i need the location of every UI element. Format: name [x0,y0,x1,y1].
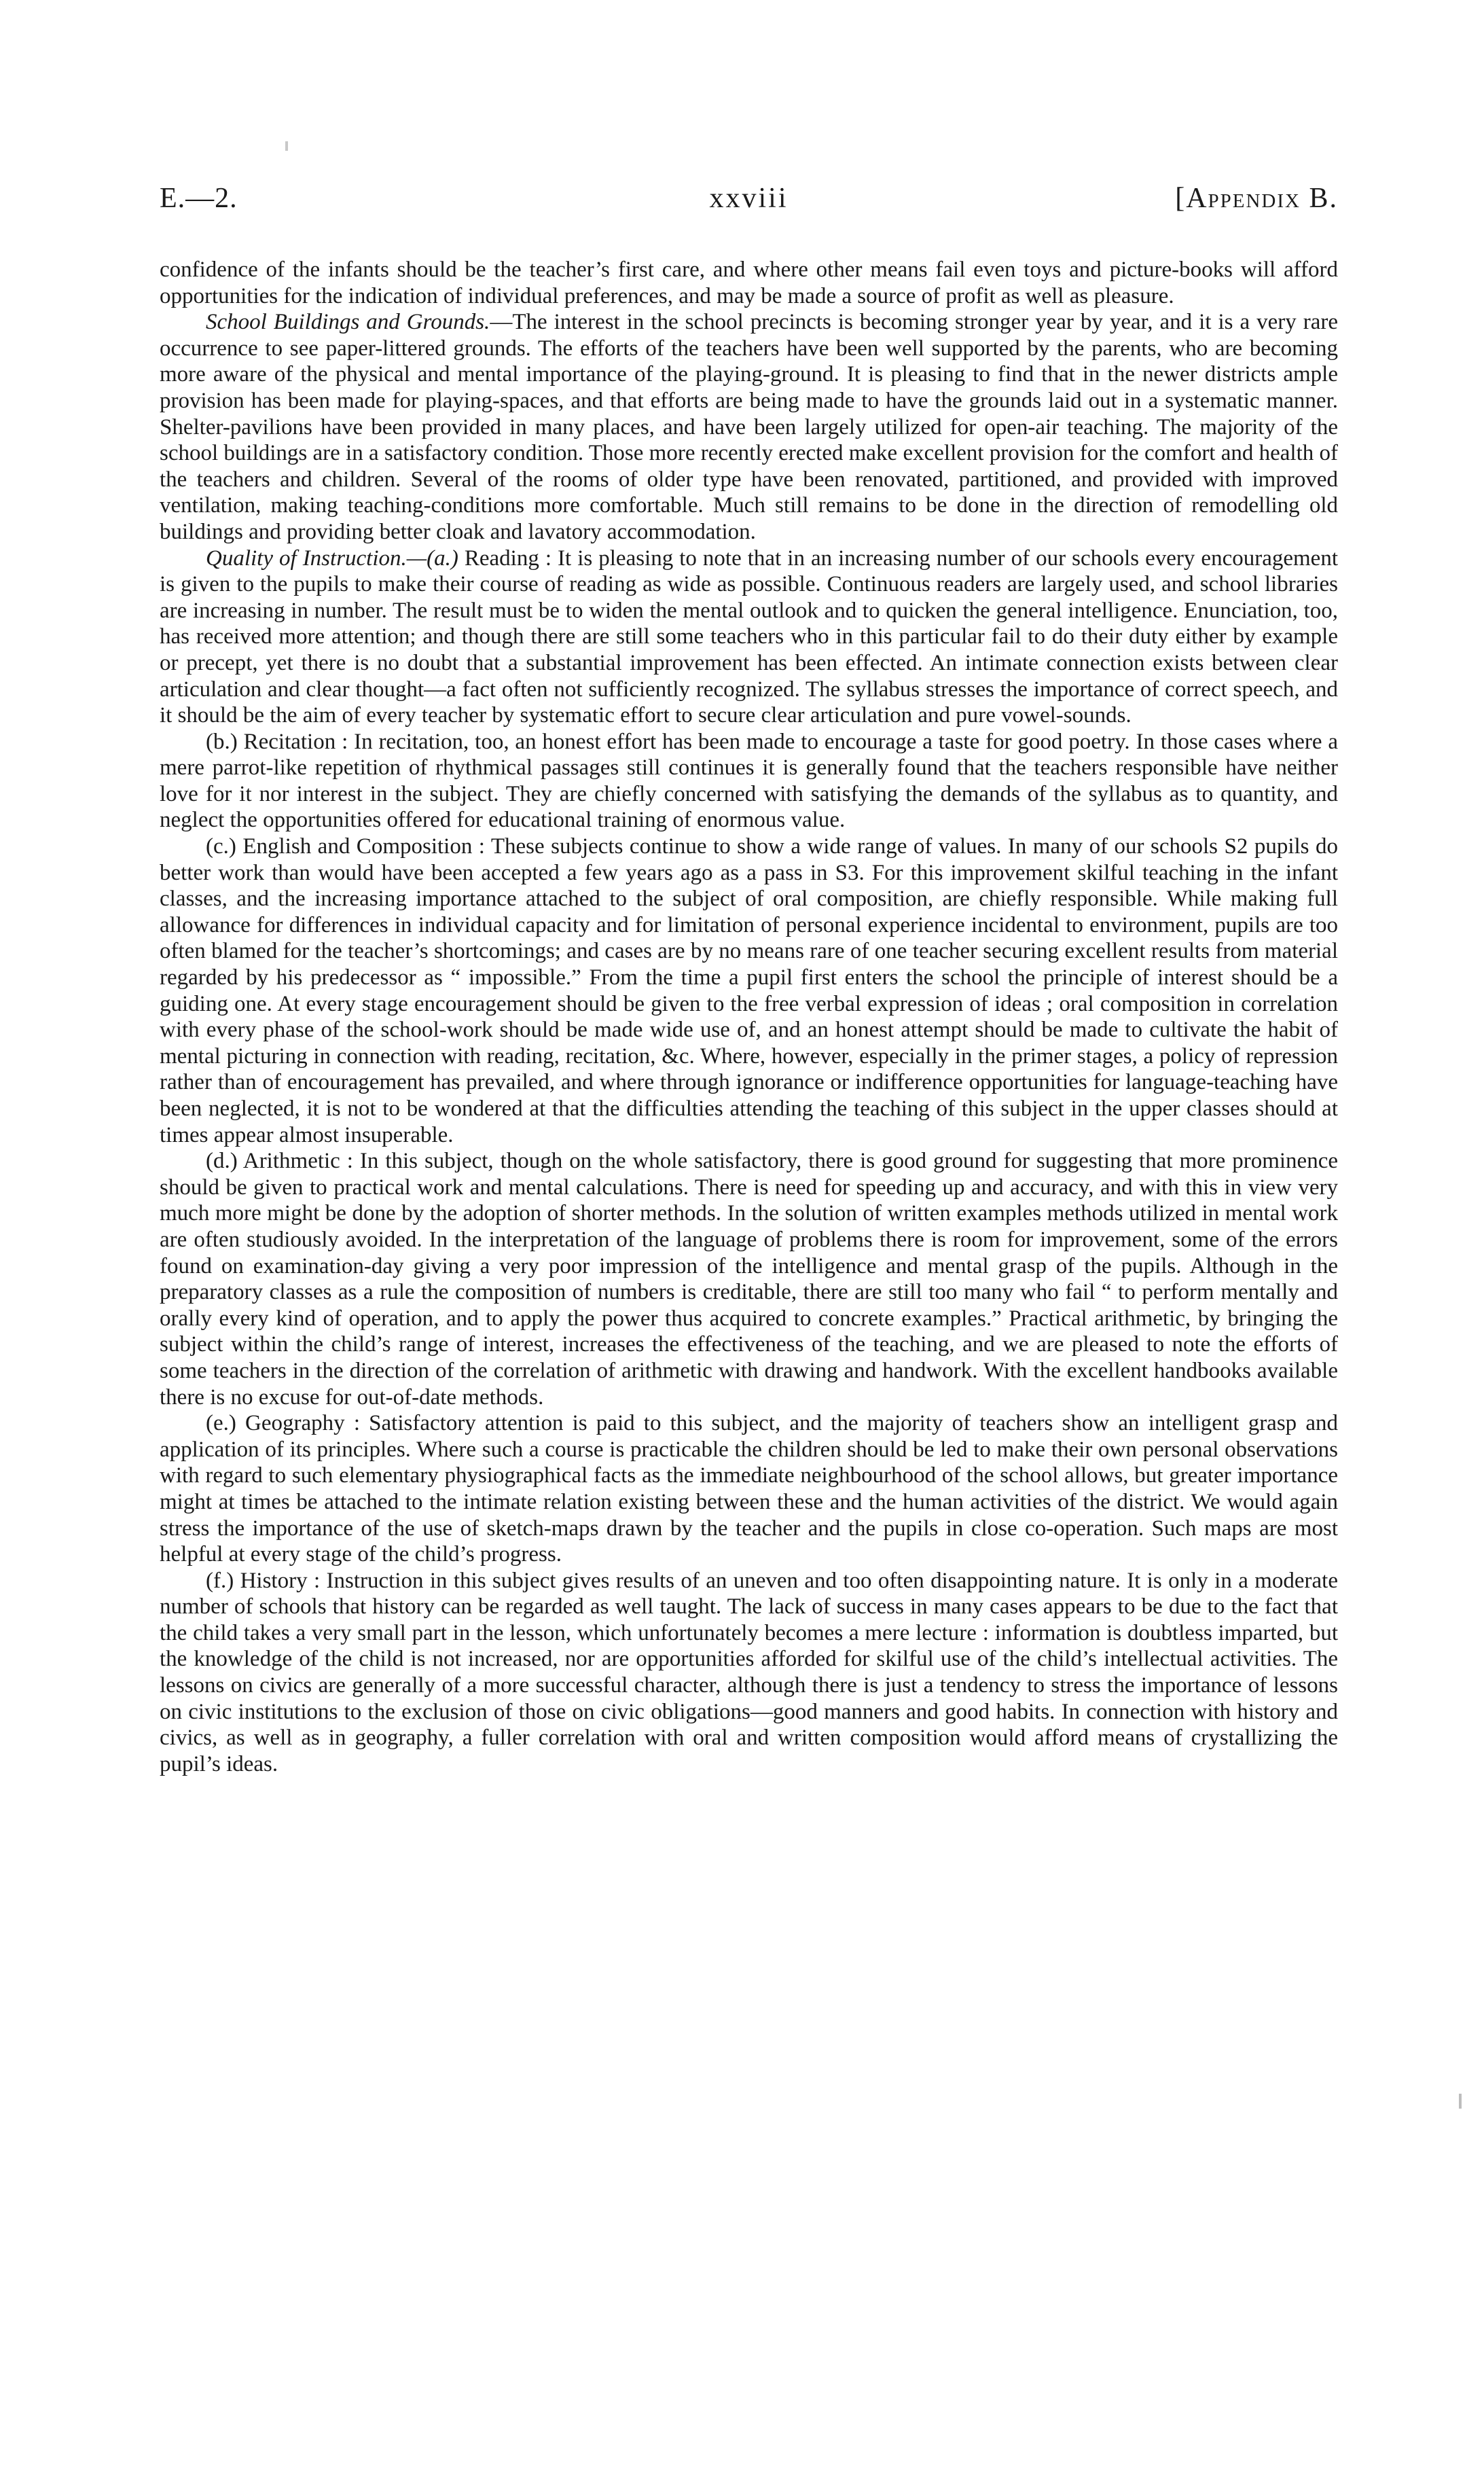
paragraph-recitation [160,729,1338,834]
page-header [160,182,1338,236]
paragraph-text: History : Instruction in this subject gives results of an uneven and too often disappointing nature. It is only in a moderate number of schools that history can be regarded as well taught. The lack of success in many cases appears to be due to the fact that the child takes a very small part in the lesson, which unfortunately becomes a mere lecture : information is doubtless imparted, but the knowledge of the child is not increased, nor are opportunities afforded for skilful use of the child’s intellectual activities. The lessons on civics are generally of a more successful character, although there is just a tendency to stress the importance of lessons on civic institutions to the exclusion of those on civic obligations—good manners and good habits. In connection with history and civics, as well as in geography, a fuller correlation with oral and written composition would afford means of crystallizing the pupil’s ideas. [160,1568,1338,1776]
appendix-label: [Appendix B. [1175,183,1338,214]
paragraph-history [160,1568,1338,1778]
scan-mark [285,141,288,151]
paragraph-text: English and Composition : These subjects continue to show a wide range of values. In many of our schools S2 pupils do better work than would have been accepted a few years ago as a pass in S3. For this improvement skilful teaching in the infant classes, and the increasing importance attached to the subject of oral composition, are chiefly responsible. While making full allowance for differences in individual capacity and for limitation of personal experience incidental to environment, pupils are too often blamed for the teacher’s shortcomings; and cases are by no means rare of one teacher securing excellent results from material regarded by his predecessor as “ impossible.” From the time a pupil first enters the school the principle of interest should be a guiding one. At every stage encouragement should be given to the free verbal expression of ideas ; oral composition in correlation with every phase of the school-work should be made wide use of, and an honest attempt should be made to cultivate the habit of mental picturing in connection with reading, recitation, &c. Where, however, especially in the primer stages, a policy of repression rather than of encouragement has prevailed, and where through ignorance or indifference opportunities for language-teaching have been neglected, it is not to be wondered at that the difficulties attending the teaching of this subject in the upper classes should at times appear almost insuperable. [160,834,1338,1147]
paragraph-geography [160,1410,1338,1568]
paragraph-composition [160,834,1338,1148]
paragraph-text: Recitation : In recitation, too, an honest effort has been made to encourage a taste for good poetry. In those cases where a mere parrot-like repetition of rhythmical passages still continues it is generally found that the teachers responsible have neither love for it nor interest in the subject. They are chiefly concerned with satisfying the demands of the syllabus as to quantity, and neglect the opportunities offered for educational training of enormous value. [160,729,1338,833]
paragraph-text: Arithmetic : In this subject, though on the whole satisfactory, there is good ground for suggesting that more prominence should be given to practical work and mental calculations. There is need for speeding up and accuracy, and with this in view very much more might be done by the adoption of shorter methods. In the solution of written examples methods utilized in mental work are often studiously avoided. In the interpretation of the language of problems there is room for improvement, some of the errors found on examination-day giving a very poor impression of the intelligence and mental grasp of the pupils. Although in the preparatory classes as a rule the composition of numbers is creditable, there are still too many who fail “ to perform mentally and orally every kind of operation, and to apply the power thus acquired to concrete examples.” Practical arithmetic, by bringing the subject within the child’s range of interest, increases the effectiveness of the teaching, and we are pleased to note the efforts of some teachers in the direction of the correlation of arithmetic with drawing and handwork. With the excellent handbooks available there is no excuse for out-of-date methods. [160,1149,1338,1410]
subsection-label: (f.) [206,1568,234,1593]
paragraph-buildings [160,309,1338,545]
paragraph-text: Reading : It is pleasing to note that in an increasing number of our schools every encouragement is given to the pupils to make their course of reading as wide as possible. Continuous readers are largely used, and school libraries are increasing in number. The result must be to widen the mental outlook and to quicken the general intelligence. Enunciation, too, has received more attention; and though there are still some teachers who in this particular fail to do their duty either by example or precept, yet there is no doubt that a substantial improvement has been effected. An intimate connection exists between clear articulation and clear thought—a fact often not sufficiently recognized. The syllabus stresses the importance of correct speech, and it should be the aim of every teacher by systematic effort to secure clear articulation and pure vowel-sounds. [160,545,1338,728]
subsection-label: (d.) [206,1149,238,1174]
paragraph-arithmetic [160,1148,1338,1410]
subsection-label: (c.) [206,834,236,859]
paragraph-text: Geography : Satisfactory attention is paid to this subject, and the majority of teachers show an intelligent grasp and application of its principles. Where such a course is practicable the children should be led to make their own personal observations with regard to such elementary physiographical facts as the immediate neighbourhood of the school allows, but greater importance might at times be attached to the intimate relation existing between these and the human activities of the district. We would again stress the importance of the use of sketch-maps drawn by the teacher and the pupils in close co-operation. Such maps are most helpful at every stage of the child’s progress. [160,1411,1338,1567]
scan-mark [1459,2094,1462,2109]
section-heading: Quality of Instruction.—(a.) [206,545,458,571]
document-code: E.—2. [160,183,238,214]
paragraph-text: confidence of the infants should be the teacher’s first care, and where other means fail even toys and picture-books will afford opportunities for the indication of individual preferences, and may be made a source of profit as well as pleasure. [160,257,1338,308]
paragraph-reading [160,545,1338,729]
page-number: xxviii [709,183,789,214]
subsection-label: (e.) [206,1411,236,1436]
report-body [160,257,1338,1777]
paragraph-infants [160,257,1338,309]
paragraph-text: —The interest in the school precincts is becoming stronger year by year, and it is a very rare occurrence to see paper-littered grounds. The efforts of the teachers have been well supported by the parents, who are becoming more aware of the physical and mental importance of the playing-ground. It is pleasing to find that in the newer districts ample provision has been made for playing-spaces, and that efforts are being made to have the grounds laid out in a systematic manner. Shelter-pavilions have been provided in many places, and have been largely utilized for open-air teaching. The majority of the school buildings are in a satisfactory condition. Those more recently erected make excellent provision for the comfort and health of the teachers and children. Several of the rooms of older type have been renovated, partitioned, and provided with improved ventilation, making teaching-conditions more comfortable. Much still remains to be done in the direction of remodelling old buildings and providing better cloak and lavatory accommodation. [160,310,1338,544]
section-heading: School Buildings and Grounds. [206,310,490,335]
subsection-label: (b.) [206,729,238,754]
